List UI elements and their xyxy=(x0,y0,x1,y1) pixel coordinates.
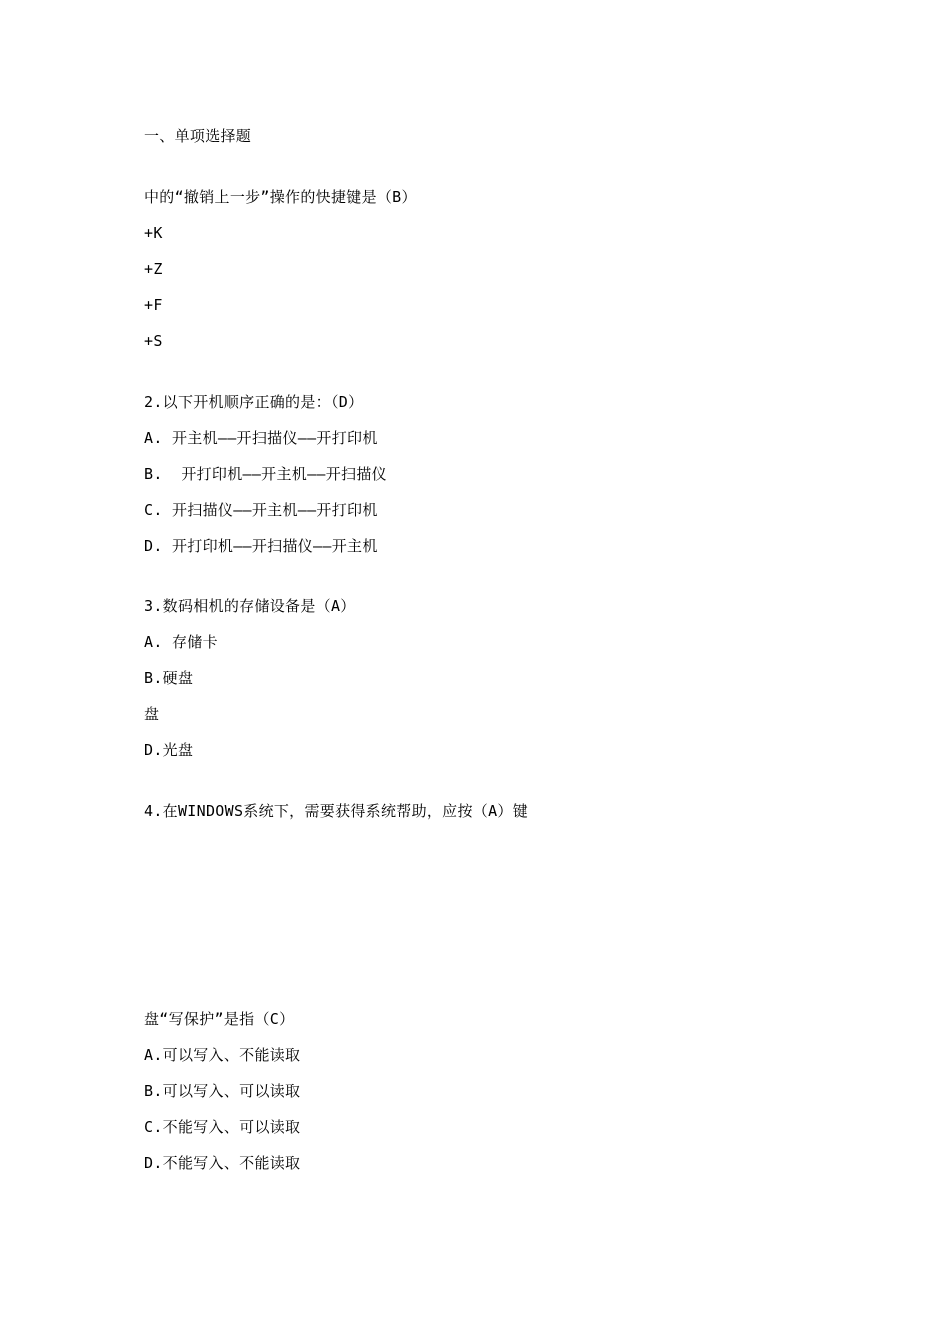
q5-option-c: C.不能写入、可以读取 xyxy=(144,1118,301,1136)
q3-option-b: B.硬盘 xyxy=(144,669,194,687)
q2-option-a: A. 开主机——开扫描仪——开打印机 xyxy=(144,429,378,447)
section-title: 一、单项选择题 xyxy=(144,127,252,145)
question-3: 3.数码相机的存储设备是（A） xyxy=(144,597,356,615)
q5-option-a: A.可以写入、不能读取 xyxy=(144,1046,301,1064)
q3-option-a: A. 存储卡 xyxy=(144,633,218,651)
q1-option-2: +Z xyxy=(144,260,163,278)
question-4: 4.在WINDOWS系统下，需要获得系统帮助，应按（A）键 xyxy=(144,802,529,820)
q2-option-b: B. 开打印机——开主机——开扫描仪 xyxy=(144,465,387,483)
question-1: 中的“撤销上一步”操作的快捷键是（B） xyxy=(144,188,417,206)
q5-option-d: D.不能写入、不能读取 xyxy=(144,1154,301,1172)
q2-option-c: C. 开扫描仪——开主机——开打印机 xyxy=(144,501,378,519)
question-2: 2.以下开机顺序正确的是：（D） xyxy=(144,393,364,411)
q5-option-b: B.可以写入、可以读取 xyxy=(144,1082,301,1100)
q1-option-4: +S xyxy=(144,332,163,350)
q1-option-1: +K xyxy=(144,224,163,242)
q1-option-3: +F xyxy=(144,296,163,314)
q3-option-c: 盘 xyxy=(144,705,160,723)
question-5: 盘“写保护”是指（C） xyxy=(144,1010,295,1028)
q3-option-d: D.光盘 xyxy=(144,741,194,759)
q2-option-d: D. 开打印机——开扫描仪——开主机 xyxy=(144,537,378,555)
